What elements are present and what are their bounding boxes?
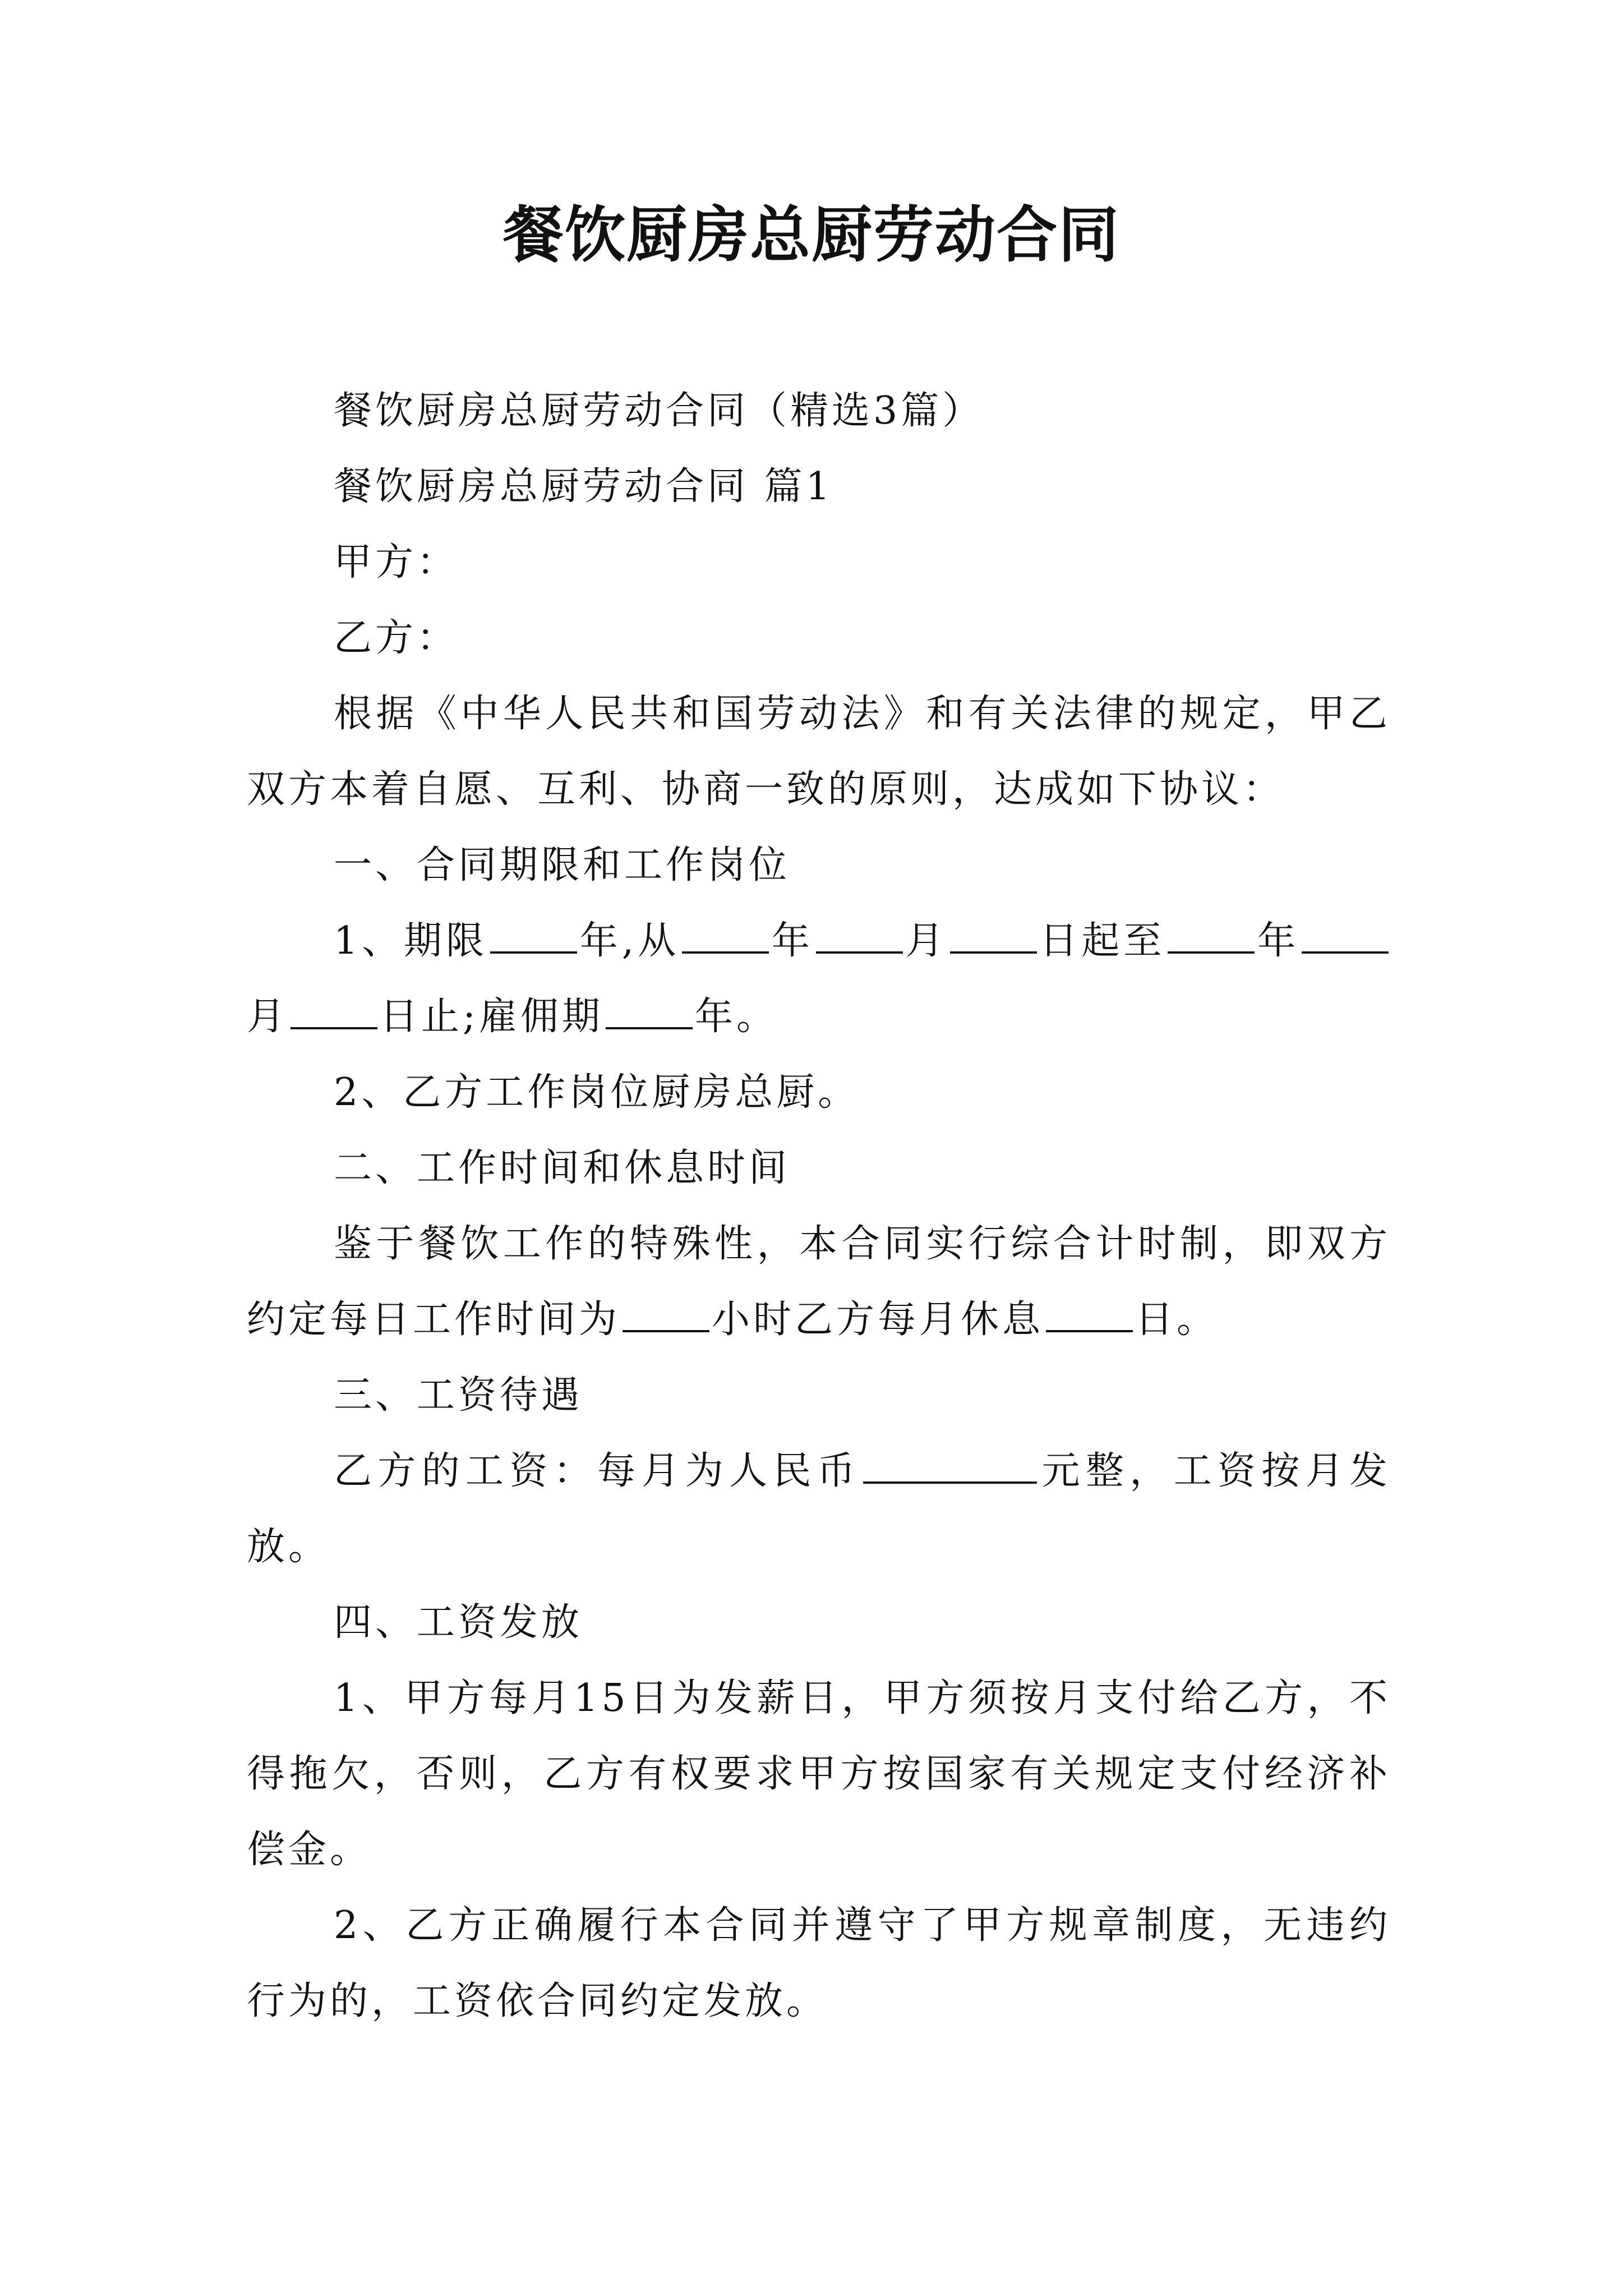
end-month-blank: [1302, 917, 1389, 954]
start-year-blank: [682, 917, 769, 954]
end-year-blank: [1168, 917, 1255, 954]
section-4-item-1: 1、甲方每月15日为发薪日，甲方须按月支付给乙方，不得拖欠，否则，乙方有权要求甲方按国家有关规定支付经济补偿金。: [247, 1676, 1391, 1872]
section-3-heading: 三、工资待遇: [334, 1373, 583, 1418]
salary-clause-text: 元整，工资按月发放。: [247, 1449, 1391, 1569]
term-clause-text: 月: [905, 919, 948, 963]
start-month-blank: [816, 917, 903, 954]
party-a-line: 甲方：: [334, 540, 459, 585]
document-title: 餐饮厨房总厨劳动合同: [502, 200, 1120, 270]
preamble-paragraph: 根据《中华人民共和国劳动法》和有关法律的规定，甲乙双方本着自愿、互利、协商一致的原则，达成如下协议：: [247, 692, 1391, 812]
monthly-rest-days-blank: [1046, 1295, 1133, 1332]
salary-clause: [247, 1433, 1391, 1585]
start-day-blank: [950, 917, 1037, 954]
term-clause-text: 年: [1257, 919, 1299, 963]
salary-clause-text: 乙方的工资：每月为人民币: [334, 1449, 861, 1493]
employment-years-blank: [606, 992, 693, 1029]
term-clause-text: 日止;雇佣期: [380, 995, 603, 1039]
term-clause-text: 年。: [694, 995, 778, 1039]
daily-hours-blank: [623, 1295, 709, 1332]
party-b-line: 乙方：: [334, 616, 459, 660]
hours-clause-text: 日。: [1135, 1297, 1219, 1342]
end-day-blank: [291, 992, 377, 1029]
article-heading: 餐饮厨房总厨劳动合同 篇1: [334, 464, 833, 509]
term-clause: [247, 903, 1391, 1055]
section-4-heading: 四、工资发放: [334, 1600, 583, 1645]
hours-clause: [247, 1206, 1391, 1358]
term-clause-text: 年,从: [579, 919, 680, 963]
subtitle: 餐饮厨房总厨劳动合同（精选3篇）: [334, 389, 984, 433]
section-2-heading: 二、工作时间和休息时间: [334, 1146, 791, 1190]
term-clause-text: 日起至: [1039, 919, 1166, 963]
section-4-item-2: 2、乙方正确履行本合同并遵守了甲方规章制度，无违约行为的，工资依合同约定发放。: [247, 1903, 1391, 2023]
term-clause-text: 1、期限: [334, 919, 488, 963]
hours-clause-text: 鉴于餐饮工作的特殊性，本合同实行综合计时制，即双方约定每日工作时间为: [247, 1222, 1391, 1342]
term-clause-text: 月: [247, 995, 289, 1039]
term-clause-text: 年: [771, 919, 814, 963]
hours-clause-text: 小时乙方每月休息: [712, 1297, 1044, 1342]
term-years-blank: [490, 917, 577, 954]
document-body: [247, 373, 1391, 2039]
section-1-heading: 一、合同期限和工作岗位: [334, 843, 791, 887]
section-1-item-2: 2、乙方工作岗位厨房总厨。: [334, 1070, 860, 1115]
salary-amount-blank: [863, 1447, 1037, 1484]
